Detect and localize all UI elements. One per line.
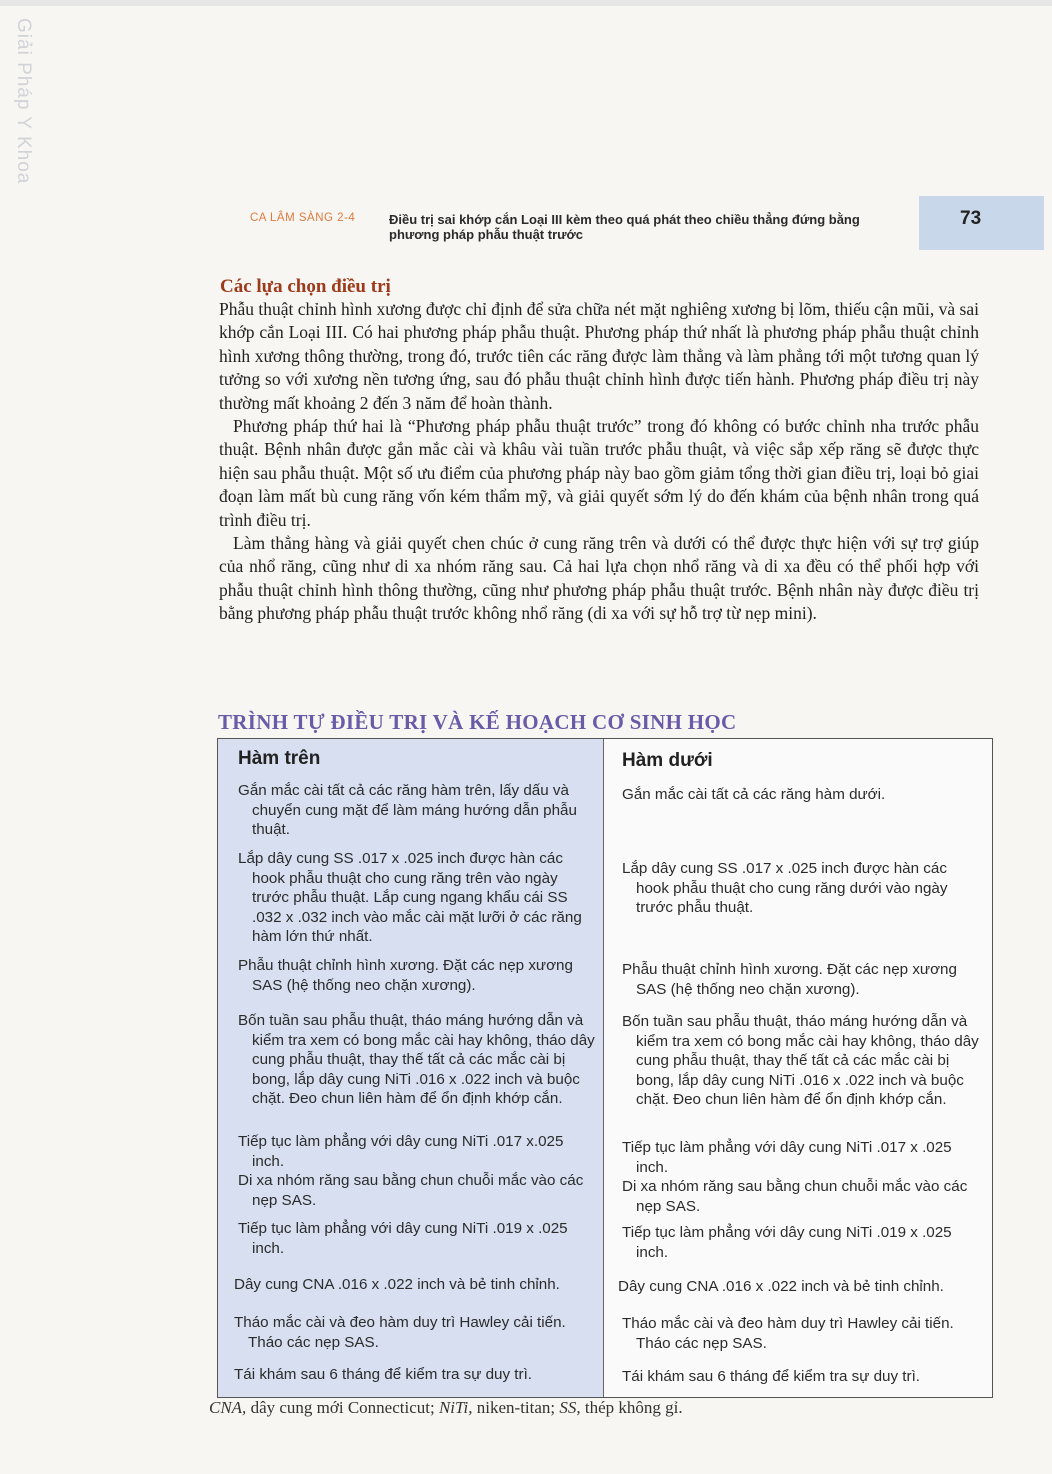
upper-cell: Tái khám sau 6 tháng để kiểm tra sự duy trì. [218,1354,604,1397]
table-row [218,776,992,845]
page-number: 73 [960,208,982,229]
upper-cell: Phẫu thuật chỉnh hình xương. Đặt các nẹp xương SAS (hệ thống neo chặn xương). [218,951,604,1006]
table-row [218,1214,992,1267]
lower-cell: Lắp dây cung SS .017 x .025 inch được hàn các hook phẫu thuật cho cung răng dưới vào ngày trước phẫu thuật. [604,844,992,951]
abbr-ss: SS, [559,1398,581,1417]
upper-cell: Lắp dây cung SS .017 x .025 inch được hàn các hook phẫu thuật cho cung răng trên vào ngày trước phẫu thuật. Lắp cung ngang khẩu cái SS .032 x .032 inch vào mắc cài mặt lưỡi ở các răng hàm lớn thứ nhất. [218,844,604,951]
page-number-tab [919,196,1044,250]
case-label: CA LÂM SÀNG 2-4 [250,212,356,224]
upper-cell: Tiếp tục làm phẳng với dây cung NiTi .017 x.025 inch. Di xa nhóm răng sau bằng chun chuỗi mắc vào các nẹp SAS. [218,1128,604,1214]
lower-cell: Tiếp tục làm phẳng với dây cung NiTi .019 x .025 inch. [604,1214,992,1266]
table-title: TRÌNH TỰ ĐIỀU TRỊ VÀ KẾ HOẠCH CƠ SINH HỌC [218,710,737,734]
paragraph: Phẫu thuật chỉnh hình xương được chỉ định để sửa chữa nét mặt nghiêng xương bị lõm, thiếu cận mũi, và sai khớp cắn Loại III. Có hai phương pháp phẫu thuật. Phương pháp thứ nhất là phương pháp phẫu thuật chỉnh hình xương thông thường, trong đó, trước tiên các răng được làm thẳng và làm phẳng tới một tương quan lý tưởng so với xương nền tương ứng, sau đó phẫu thuật chỉnh hình được tiến hành. Phương pháp điều trị này thường mất khoảng 2 đến 3 năm để hoàn thành. [219,299,979,413]
table-footnote: CNA, dây cung mới Connecticut; NiTi, niken-titan; SS, thép không gỉ. [209,1398,683,1417]
upper-cell: Tháo mắc cài và đeo hàm duy trì Hawley cải tiến. Tháo các nẹp SAS. [218,1308,604,1354]
lower-cell: Bốn tuần sau phẫu thuật, tháo máng hướng dẫn và kiểm tra xem có bong mắc cài hay không, tháo dây cung phẫu thuật, thay thế tất cả các mắc cài bị bong, lắp dây cung NiTi .016 x .022 inch và buộc chặt. Đeo chun liên hàm để ổn định khớp cắn. [604,1006,992,1128]
paragraph: Làm thẳng hàng và giải quyết chen chúc ở cung răng trên và dưới có thể được thực hiện với sự trợ giúp của nhổ răng, cũng như di xa nhóm răng sau. Cả hai lựa chọn nhổ răng và di xa đều có thể phối hợp với phẫu thuật chỉnh hình thông thường, cũng như phương pháp phẫu thuật trước. Bệnh nhân này được điều trị bằng phương pháp phẫu thuật trước không nhổ răng (di xa với sự hỗ trợ từ nẹp mini). [219,533,979,624]
table-header-row [218,739,992,777]
upper-cell: Gắn mắc cài tất cả các răng hàm trên, lấy dấu và chuyển cung mặt để làm máng hướng dẫn phẫu thuật. [218,776,604,844]
lower-cell: Dây cung CNA .016 x .022 inch và bẻ tinh chỉnh. [604,1266,992,1308]
lower-cell: Gắn mắc cài tất cả các răng hàm dưới. [604,776,992,844]
table-row [218,951,992,1007]
top-band [0,0,1052,6]
watermark: Giải Pháp Y Khoa [13,18,34,185]
table-row [218,1354,992,1397]
section-title: Các lựa chọn điều trị [220,276,391,297]
lower-cell: Tái khám sau 6 tháng để kiểm tra sự duy trì. [604,1354,992,1397]
lower-cell: Tiếp tục làm phẳng với dây cung NiTi .017 x .025 inch. Di xa nhóm răng sau bằng chun chuỗi mắc vào các nẹp SAS. [604,1128,992,1214]
table-row [218,1128,992,1215]
upper-cell: Tiếp tục làm phẳng với dây cung NiTi .019 x .025 inch. [218,1214,604,1266]
header-lower-jaw: Hàm dưới [604,739,992,776]
lower-cell: Phẫu thuật chỉnh hình xương. Đặt các nẹp xương SAS (hệ thống neo chặn xương). [604,951,992,1006]
upper-cell: Dây cung CNA .016 x .022 inch và bẻ tinh chỉnh. [218,1266,604,1308]
lower-cell: Tháo mắc cài và đeo hàm duy trì Hawley cải tiến. Tháo các nẹp SAS. [604,1308,992,1354]
abbr-niti: NiTi, [438,1398,473,1417]
table-row [218,844,992,952]
header-title: Điều trị sai khớp cắn Loại III kèm theo quá phát theo chiều thẳng đứng bằng phương pháp phẫu thuật trước [389,212,860,242]
table-row [218,1266,992,1309]
table-row [218,1308,992,1355]
header-upper-jaw: Hàm trên [218,739,604,776]
treatment-table [217,738,993,1398]
body-text [219,298,979,626]
table-row [218,1006,992,1129]
upper-cell: Bốn tuần sau phẫu thuật, tháo máng hướng dẫn và kiểm tra xem có bong mắc cài hay không, tháo dây cung phẫu thuật, thay thế tất cả các mắc cài bị bong, lắp dây cung NiTi .016 x .022 inch và buộc chặt. Đeo chun liên hàm để ổn định khớp cắn. [218,1006,604,1128]
paragraph: Phương pháp thứ hai là “Phương pháp phẫu thuật trước” trong đó không có bước chỉnh nha trước phẫu thuật. Bệnh nhân được gắn mắc cài và khâu vài tuần trước phẫu thuật, và việc sắp xếp răng sẽ được thực hiện sau phẫu thuật. Một số ưu điểm của phương pháp này bao gồm giảm tổng thời gian điều trị, loại bỏ giai đoạn làm mất bù cung răng vốn kém thẩm mỹ, và giải quyết sớm lý do đến khám của bệnh nhân trong quá trình điều trị. [219,416,979,530]
abbr-cna: CNA, [209,1398,247,1417]
